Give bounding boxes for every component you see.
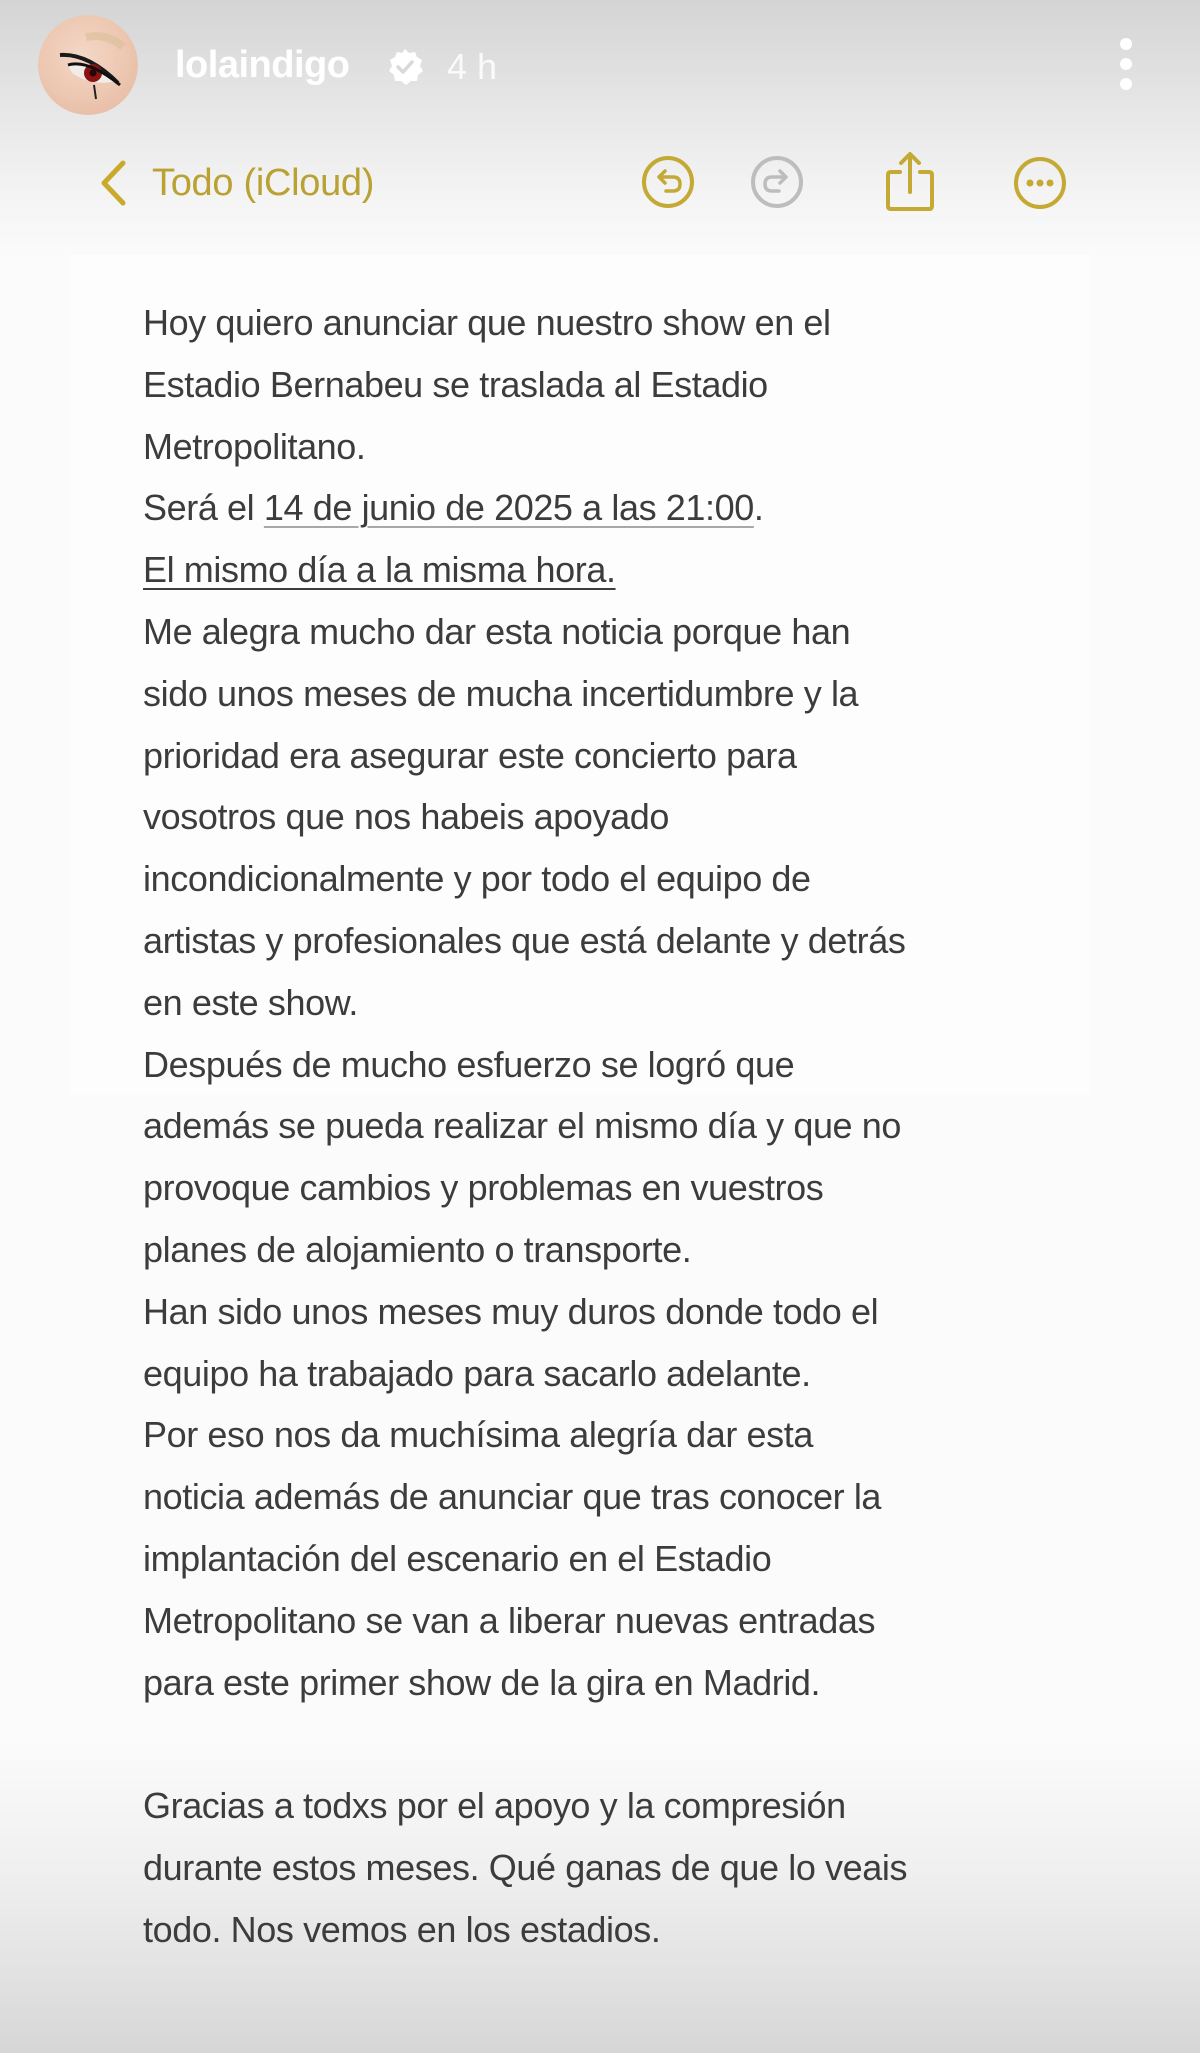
note-line: Estadio Bernabeu se traslada al Estadio (143, 363, 768, 405)
note-line-date (143, 477, 1143, 539)
more-vertical-icon[interactable] (1112, 38, 1140, 98)
note-line-blank (143, 1713, 1143, 1775)
verified-badge-icon (385, 47, 425, 87)
note-line: Me alegra mucho dar esta noticia porque han (143, 610, 851, 652)
avatar[interactable] (38, 15, 138, 115)
note-line: para este primer show de la gira en Madrid. (143, 1661, 821, 1703)
note-line: incondicionalmente y por todo el equipo de (143, 858, 811, 900)
note-line: noticia además de anunciar que tras conocer la (143, 1476, 882, 1518)
note-line: en este show. (143, 981, 358, 1023)
story-timestamp: 4 h (447, 46, 498, 87)
menu-dot (1120, 38, 1132, 50)
note-line: Hoy quiero anunciar que nuestro show en el (143, 302, 831, 343)
note-line: Después de mucho esfuerzo se logró que (143, 1043, 795, 1085)
story-header-gradient (0, 0, 1200, 260)
note-line: Gracias a todxs por el apoyo y la compresión (143, 1785, 846, 1827)
note-line: provoque cambios y problemas en vuestros (143, 1167, 824, 1209)
note-line: además se pueda realizar el mismo día y que no (143, 1105, 902, 1147)
note-line: prioridad era asegurar este concierto para (143, 734, 797, 776)
note-line: implantación del escenario en el Estadio (143, 1537, 772, 1579)
date-prefix: Será el (143, 487, 264, 529)
chevron-left-icon (96, 158, 130, 208)
redo-icon[interactable] (749, 154, 805, 210)
note-line: Por eso nos da muchísima alegría dar esta (143, 1414, 813, 1456)
note-line (143, 539, 1143, 601)
note-line: durante estos meses. Qué ganas de que lo veais (143, 1846, 908, 1888)
note-content[interactable] (143, 292, 1143, 1961)
note-line: Metropolitano se van a liberar nuevas entradas (143, 1599, 876, 1641)
note-line: Metropolitano. (143, 425, 366, 467)
note-line: sido unos meses de mucha incertidumbre y la (143, 672, 859, 714)
note-line: planes de alojamiento o transporte. (143, 1228, 692, 1270)
note-line: todo. Nos vemos en los estadios. (143, 1908, 661, 1950)
note-line: vosotros que nos habeis apoyado (143, 796, 669, 838)
back-button[interactable] (96, 158, 374, 208)
underlined-text: El mismo día a la misma hora. (143, 549, 616, 591)
note-line: Han sido unos meses muy duros donde todo el (143, 1290, 879, 1332)
back-label: Todo (iCloud) (152, 162, 375, 204)
share-icon[interactable] (882, 150, 938, 214)
date-link[interactable]: 14 de junio de 2025 a las 21:00 (263, 487, 754, 529)
profile-photo-eye-icon (38, 15, 138, 115)
note-line: equipo ha trabajado para sacarlo adelante. (143, 1352, 811, 1394)
date-suffix: . (753, 487, 764, 529)
more-icon[interactable] (1012, 155, 1068, 211)
note-line: artistas y profesionales que está delante y detrás (143, 919, 906, 961)
story-username[interactable]: lolaindigo (175, 44, 350, 86)
menu-dot (1120, 78, 1132, 90)
undo-icon[interactable] (640, 154, 696, 210)
menu-dot (1120, 58, 1132, 70)
